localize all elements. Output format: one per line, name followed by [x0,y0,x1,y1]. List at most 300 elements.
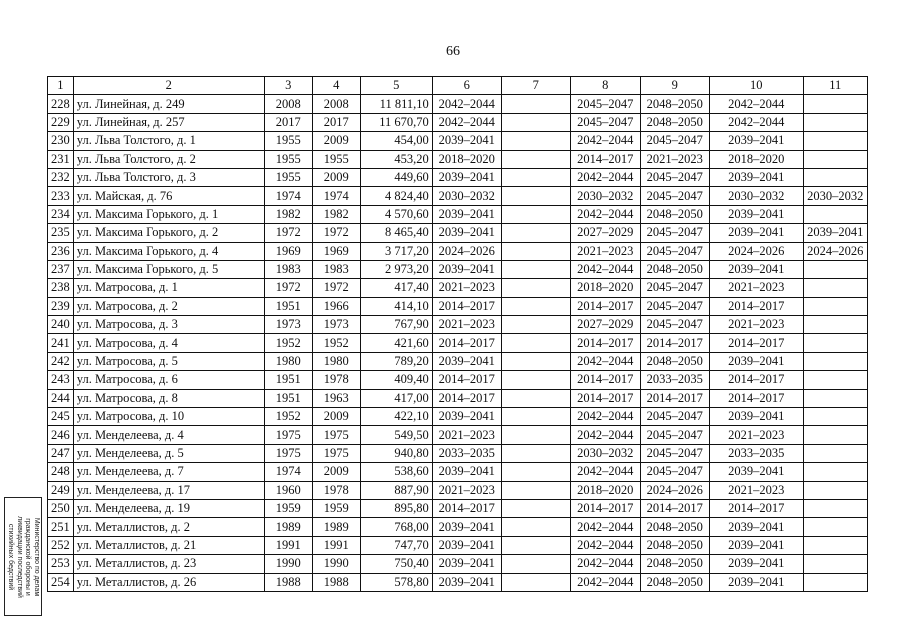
cell-address: ул. Максима Горького, д. 1 [73,205,264,223]
cell-period-col10: 2039–2041 [709,260,803,278]
cell-period-col7 [501,536,570,554]
cell-year-renovated: 1975 [312,444,360,462]
cell-period-col8: 2042–2044 [570,555,640,573]
cell-period-col7 [501,518,570,536]
cell-area: 789,20 [360,352,432,370]
cell-year-built: 1951 [264,371,312,389]
cell-period-col10: 2039–2041 [709,408,803,426]
cell-period-col7 [501,168,570,186]
cell-row-number: 234 [48,205,74,223]
cell-address: ул. Матросова, д. 2 [73,297,264,315]
cell-period-col11: 2039–2041 [803,224,867,242]
cell-row-number: 236 [48,242,74,260]
cell-period-col10: 2021–2023 [709,316,803,334]
cell-period-col8: 2018–2020 [570,279,640,297]
table-row [48,463,868,481]
cell-period-col8: 2030–2032 [570,444,640,462]
cell-address: ул. Матросова, д. 3 [73,316,264,334]
cell-year-built: 1951 [264,389,312,407]
header-row [48,77,868,95]
cell-period-col6: 2039–2041 [432,132,501,150]
cell-period-col6: 2014–2017 [432,499,501,517]
cell-area: 767,90 [360,316,432,334]
cell-period-col11 [803,168,867,186]
cell-period-col8: 2042–2044 [570,132,640,150]
cell-area: 11 811,10 [360,95,432,113]
cell-address: ул. Менделеева, д. 7 [73,463,264,481]
cell-period-col11 [803,279,867,297]
table-row [48,95,868,113]
cell-period-col10: 2021–2023 [709,426,803,444]
cell-row-number: 245 [48,408,74,426]
cell-row-number: 246 [48,426,74,444]
cell-period-col6: 2014–2017 [432,389,501,407]
cell-period-col7 [501,316,570,334]
cell-period-col8: 2021–2023 [570,242,640,260]
cell-year-built: 1975 [264,426,312,444]
cell-area: 453,20 [360,150,432,168]
cell-area: 747,70 [360,536,432,554]
cell-period-col7 [501,297,570,315]
cell-year-renovated: 2009 [312,463,360,481]
column-header-1: 1 [48,77,74,95]
table-row [48,260,868,278]
cell-year-built: 1969 [264,242,312,260]
cell-period-col8: 2014–2017 [570,334,640,352]
cell-row-number: 240 [48,316,74,334]
cell-address: ул. Матросова, д. 1 [73,279,264,297]
cell-period-col9: 2045–2047 [640,444,709,462]
cell-year-built: 1972 [264,279,312,297]
cell-period-col11 [803,334,867,352]
cell-period-col7 [501,371,570,389]
cell-year-renovated: 2009 [312,168,360,186]
cell-row-number: 247 [48,444,74,462]
cell-period-col6: 2039–2041 [432,536,501,554]
cell-period-col9: 2048–2050 [640,95,709,113]
cell-address: ул. Менделеева, д. 19 [73,499,264,517]
cell-period-col11 [803,499,867,517]
cell-period-col6: 2039–2041 [432,573,501,591]
cell-year-built: 1983 [264,260,312,278]
table-row [48,481,868,499]
cell-period-col9: 2048–2050 [640,260,709,278]
cell-period-col6: 2021–2023 [432,481,501,499]
cell-area: 750,40 [360,555,432,573]
table-row [48,132,868,150]
cell-period-col7 [501,499,570,517]
cell-period-col9: 2045–2047 [640,408,709,426]
column-header-8: 8 [570,77,640,95]
cell-period-col8: 2027–2029 [570,224,640,242]
cell-period-col8: 2014–2017 [570,297,640,315]
cell-period-col6: 2039–2041 [432,205,501,223]
cell-year-renovated: 1983 [312,260,360,278]
cell-period-col11 [803,426,867,444]
table-row [48,279,868,297]
cell-period-col10: 2014–2017 [709,371,803,389]
cell-period-col8: 2042–2044 [570,168,640,186]
cell-address: ул. Металлистов, д. 21 [73,536,264,554]
cell-period-col8: 2014–2017 [570,389,640,407]
cell-period-col9: 2048–2050 [640,113,709,131]
cell-year-renovated: 1959 [312,499,360,517]
cell-period-col11 [803,316,867,334]
cell-period-col10: 2021–2023 [709,279,803,297]
cell-period-col9: 2045–2047 [640,279,709,297]
cell-year-renovated: 1975 [312,426,360,444]
cell-year-renovated: 1988 [312,573,360,591]
cell-period-col11 [803,352,867,370]
cell-period-col9: 2045–2047 [640,224,709,242]
cell-area: 940,80 [360,444,432,462]
cell-area: 578,80 [360,573,432,591]
cell-period-col9: 2021–2023 [640,150,709,168]
cell-period-col8: 2014–2017 [570,371,640,389]
cell-year-renovated: 1972 [312,224,360,242]
cell-year-built: 2008 [264,95,312,113]
cell-year-renovated: 1982 [312,205,360,223]
cell-area: 449,60 [360,168,432,186]
cell-address: ул. Матросова, д. 5 [73,352,264,370]
cell-area: 414,10 [360,297,432,315]
cell-period-col7 [501,205,570,223]
cell-year-renovated: 1990 [312,555,360,573]
cell-period-col8: 2042–2044 [570,463,640,481]
cell-address: ул. Менделеева, д. 5 [73,444,264,462]
cell-period-col10: 2039–2041 [709,205,803,223]
cell-area: 4 824,40 [360,187,432,205]
cell-period-col10: 2042–2044 [709,95,803,113]
cell-address: ул. Максима Горького, д. 4 [73,242,264,260]
cell-period-col9: 2014–2017 [640,334,709,352]
column-header-10: 10 [709,77,803,95]
cell-period-col8: 2042–2044 [570,352,640,370]
cell-period-col6: 2039–2041 [432,352,501,370]
cell-year-built: 1973 [264,316,312,334]
cell-period-col10: 2039–2041 [709,224,803,242]
cell-period-col7 [501,426,570,444]
cell-year-renovated: 1989 [312,518,360,536]
cell-period-col8: 2018–2020 [570,481,640,499]
cell-area: 11 670,70 [360,113,432,131]
table-row [48,499,868,517]
cell-address: ул. Линейная, д. 249 [73,95,264,113]
cell-period-col7 [501,555,570,573]
cell-year-renovated: 1974 [312,187,360,205]
table-row [48,408,868,426]
cell-period-col6: 2039–2041 [432,408,501,426]
cell-period-col11 [803,150,867,168]
cell-period-col11 [803,132,867,150]
cell-period-col9: 2048–2050 [640,352,709,370]
cell-year-built: 1972 [264,224,312,242]
cell-area: 454,00 [360,132,432,150]
cell-period-col11 [803,444,867,462]
table-row [48,518,868,536]
cell-area: 409,40 [360,371,432,389]
cell-period-col6: 2024–2026 [432,242,501,260]
cell-year-renovated: 1973 [312,316,360,334]
cell-period-col7 [501,95,570,113]
cell-period-col6: 2039–2041 [432,224,501,242]
cell-period-col9: 2045–2047 [640,297,709,315]
cell-period-col10: 2030–2032 [709,187,803,205]
cell-period-col11 [803,260,867,278]
cell-period-col11: 2030–2032 [803,187,867,205]
cell-row-number: 244 [48,389,74,407]
cell-period-col6: 2033–2035 [432,444,501,462]
cell-year-renovated: 2009 [312,408,360,426]
cell-row-number: 241 [48,334,74,352]
cell-period-col11 [803,389,867,407]
cell-year-built: 1955 [264,132,312,150]
cell-period-col7 [501,279,570,297]
table-row [48,555,868,573]
cell-period-col7 [501,113,570,131]
cell-row-number: 230 [48,132,74,150]
cell-area: 538,60 [360,463,432,481]
cell-period-col9: 2014–2017 [640,499,709,517]
column-header-2: 2 [73,77,264,95]
cell-year-renovated: 1991 [312,536,360,554]
cell-area: 4 570,60 [360,205,432,223]
cell-year-renovated: 1978 [312,481,360,499]
cell-year-renovated: 2008 [312,95,360,113]
cell-period-col7 [501,389,570,407]
cell-address: ул. Металлистов, д. 26 [73,573,264,591]
cell-address: ул. Менделеева, д. 4 [73,426,264,444]
cell-period-col7 [501,573,570,591]
cell-address: ул. Максима Горького, д. 2 [73,224,264,242]
table-row [48,205,868,223]
cell-year-built: 1990 [264,555,312,573]
cell-address: ул. Льва Толстого, д. 1 [73,132,264,150]
cell-period-col11 [803,518,867,536]
cell-year-renovated: 1955 [312,150,360,168]
cell-year-built: 1952 [264,334,312,352]
cell-address: ул. Максима Горького, д. 5 [73,260,264,278]
cell-address: ул. Льва Толстого, д. 3 [73,168,264,186]
cell-year-built: 1975 [264,444,312,462]
cell-year-renovated: 1980 [312,352,360,370]
table-row [48,536,868,554]
column-header-9: 9 [640,77,709,95]
cell-address: ул. Льва Толстого, д. 2 [73,150,264,168]
cell-period-col7 [501,352,570,370]
cell-period-col6: 2039–2041 [432,463,501,481]
cell-row-number: 237 [48,260,74,278]
cell-year-renovated: 1972 [312,279,360,297]
cell-period-col6: 2042–2044 [432,113,501,131]
cell-year-built: 1982 [264,205,312,223]
cell-period-col8: 2045–2047 [570,113,640,131]
cell-period-col9: 2024–2026 [640,481,709,499]
cell-area: 422,10 [360,408,432,426]
cell-period-col9: 2048–2050 [640,555,709,573]
table-row [48,224,868,242]
cell-period-col10: 2021–2023 [709,481,803,499]
cell-period-col6: 2042–2044 [432,95,501,113]
cell-address: ул. Металлистов, д. 23 [73,555,264,573]
cell-year-renovated: 2017 [312,113,360,131]
cell-row-number: 238 [48,279,74,297]
cell-period-col9: 2048–2050 [640,205,709,223]
cell-period-col7 [501,132,570,150]
cell-address: ул. Матросова, д. 6 [73,371,264,389]
cell-year-renovated: 1969 [312,242,360,260]
cell-period-col6: 2014–2017 [432,334,501,352]
cell-row-number: 249 [48,481,74,499]
cell-year-built: 1989 [264,518,312,536]
cell-row-number: 232 [48,168,74,186]
cell-year-renovated: 1978 [312,371,360,389]
cell-period-col11 [803,205,867,223]
cell-period-col10: 2039–2041 [709,573,803,591]
cell-period-col11 [803,95,867,113]
cell-period-col10: 2039–2041 [709,555,803,573]
cell-year-built: 1960 [264,481,312,499]
table-row [48,242,868,260]
cell-period-col6: 2021–2023 [432,279,501,297]
cell-period-col8: 2045–2047 [570,95,640,113]
cell-period-col11: 2024–2026 [803,242,867,260]
cell-period-col8: 2030–2032 [570,187,640,205]
table-row [48,371,868,389]
ministry-stamp [4,497,42,616]
cell-period-col11 [803,481,867,499]
cell-year-built: 2017 [264,113,312,131]
cell-period-col8: 2042–2044 [570,205,640,223]
column-header-11: 11 [803,77,867,95]
table-row [48,444,868,462]
cell-year-renovated: 1963 [312,389,360,407]
cell-period-col7 [501,260,570,278]
cell-period-col11 [803,297,867,315]
cell-address: ул. Металлистов, д. 2 [73,518,264,536]
cell-row-number: 231 [48,150,74,168]
cell-year-built: 1955 [264,168,312,186]
cell-period-col10: 2018–2020 [709,150,803,168]
column-header-6: 6 [432,77,501,95]
cell-period-col7 [501,408,570,426]
cell-period-col6: 2039–2041 [432,168,501,186]
table-row [48,150,868,168]
cell-area: 549,50 [360,426,432,444]
cell-year-built: 1955 [264,150,312,168]
cell-year-built: 1959 [264,499,312,517]
stamp-text: Министерство по делам гражданской обороны и ликвидации последствий стихийных бедствий [7,515,40,598]
cell-period-col10: 2039–2041 [709,132,803,150]
cell-area: 8 465,40 [360,224,432,242]
cell-period-col10: 2039–2041 [709,518,803,536]
page-number: 66 [446,44,460,59]
cell-year-built: 1991 [264,536,312,554]
housing-register-table [47,76,868,592]
cell-period-col10: 2014–2017 [709,297,803,315]
cell-period-col9: 2045–2047 [640,463,709,481]
cell-period-col7 [501,224,570,242]
cell-area: 2 973,20 [360,260,432,278]
cell-row-number: 228 [48,95,74,113]
cell-address: ул. Майская, д. 76 [73,187,264,205]
cell-period-col6: 2018–2020 [432,150,501,168]
cell-period-col11 [803,408,867,426]
cell-year-built: 1951 [264,297,312,315]
cell-period-col9: 2048–2050 [640,518,709,536]
cell-period-col9: 2045–2047 [640,132,709,150]
cell-row-number: 254 [48,573,74,591]
table-row [48,389,868,407]
cell-period-col9: 2045–2047 [640,168,709,186]
cell-period-col8: 2014–2017 [570,150,640,168]
cell-period-col6: 2014–2017 [432,371,501,389]
cell-row-number: 250 [48,499,74,517]
cell-period-col6: 2039–2041 [432,260,501,278]
cell-row-number: 243 [48,371,74,389]
cell-period-col9: 2014–2017 [640,389,709,407]
cell-period-col7 [501,444,570,462]
cell-address: ул. Менделеева, д. 17 [73,481,264,499]
cell-address: ул. Матросова, д. 10 [73,408,264,426]
cell-period-col11 [803,573,867,591]
cell-period-col11 [803,371,867,389]
cell-year-built: 1974 [264,463,312,481]
cell-address: ул. Матросова, д. 8 [73,389,264,407]
cell-row-number: 253 [48,555,74,573]
cell-row-number: 235 [48,224,74,242]
cell-period-col7 [501,150,570,168]
cell-period-col9: 2033–2035 [640,371,709,389]
table-row [48,573,868,591]
cell-period-col10: 2014–2017 [709,499,803,517]
cell-address: ул. Матросова, д. 4 [73,334,264,352]
cell-period-col9: 2045–2047 [640,187,709,205]
cell-area: 417,40 [360,279,432,297]
cell-period-col6: 2014–2017 [432,297,501,315]
cell-period-col10: 2039–2041 [709,536,803,554]
cell-area: 768,00 [360,518,432,536]
cell-year-built: 1980 [264,352,312,370]
cell-period-col10: 2039–2041 [709,463,803,481]
cell-row-number: 233 [48,187,74,205]
cell-row-number: 239 [48,297,74,315]
cell-year-renovated: 2009 [312,132,360,150]
cell-period-col6: 2021–2023 [432,426,501,444]
cell-period-col8: 2042–2044 [570,426,640,444]
table-row [48,316,868,334]
cell-area: 421,60 [360,334,432,352]
cell-area: 3 717,20 [360,242,432,260]
cell-area: 887,90 [360,481,432,499]
table-row [48,113,868,131]
cell-period-col11 [803,555,867,573]
cell-row-number: 251 [48,518,74,536]
column-header-5: 5 [360,77,432,95]
table-row [48,168,868,186]
cell-year-built: 1988 [264,573,312,591]
table-row [48,187,868,205]
cell-period-col9: 2048–2050 [640,573,709,591]
cell-period-col6: 2039–2041 [432,518,501,536]
cell-period-col10: 2033–2035 [709,444,803,462]
cell-period-col11 [803,113,867,131]
column-header-3: 3 [264,77,312,95]
cell-period-col8: 2027–2029 [570,316,640,334]
cell-period-col8: 2042–2044 [570,573,640,591]
cell-row-number: 248 [48,463,74,481]
cell-period-col8: 2014–2017 [570,499,640,517]
